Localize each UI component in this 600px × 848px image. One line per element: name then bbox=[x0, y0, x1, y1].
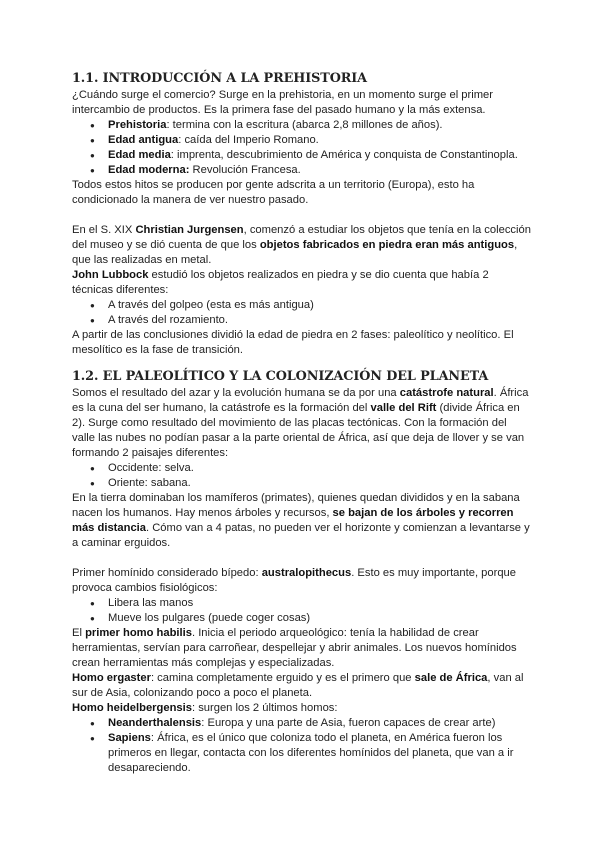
habilis-paragraph: El primer homo habilis. Inicia el periodo arqueológico: tenía la habilidad de crear herramientas, servían para carroñear, despellejar y abrir animales. Los nuevos homínidos crean herramientas más complejas y especializadas. bbox=[72, 627, 517, 669]
list-item: ● Libera las manos bbox=[108, 596, 532, 611]
list-item: ● Prehistoria: termina con la escritura (abarca 2,8 millones de años). bbox=[108, 118, 532, 133]
hitos-paragraph: Todos estos hitos se producen por gente adscrita a un territorio (Europa), esto ha condicionado la manera de ver nuestro pasado. bbox=[72, 179, 475, 206]
section-title-paleolitico: 1.2. EL PALEOLÍTICO Y LA COLONIZACIÓN DEL PLANETA bbox=[72, 369, 489, 384]
list-item: ● Sapiens: África, es el único que coloniza todo el planeta, en América fueron los primeros en llegar, contacta con los diferentes homínidos del planeta, que van a ir desapareciendo. bbox=[108, 731, 532, 776]
list-item: ● Edad moderna: Revolución Francesa. bbox=[108, 163, 532, 178]
list-item: ● Mueve los pulgares (puede coger cosas) bbox=[108, 611, 532, 626]
heidelbergensis-paragraph: Homo heidelbergensis: surgen los 2 últimos homos: bbox=[72, 702, 338, 714]
list-item: ● A través del rozamiento. bbox=[108, 313, 532, 328]
ages-list bbox=[72, 118, 532, 178]
document-page bbox=[72, 70, 532, 776]
list-item: ● Oriente: sabana. bbox=[108, 476, 532, 491]
list-item: ● Edad antigua: caída del Imperio Romano. bbox=[108, 133, 532, 148]
azar-paragraph: Somos el resultado del azar y la evolución humana se da por una catástrofe natural. África es la cuna del ser humano, la catástrofe es la formación del valle del Rift (divide África en 2). Surge como resultado del movimiento de las placas tectónicas. Con la formación del valle las nubes no podían pasar a la parte oriental de África, así que deja de llover y se van formando 2 paisajes diferentes: bbox=[72, 387, 529, 459]
australopithecus-paragraph: Primer homínido considerado bípedo: australopithecus. Esto es muy importante, porque provoca cambios fisiológicos: bbox=[72, 567, 517, 594]
fases-paragraph: A partir de las conclusiones dividió la edad de piedra en 2 fases: paleolítico y neolítico. El mesolítico es la fase de transición. bbox=[72, 329, 514, 356]
techniques-list bbox=[72, 298, 532, 328]
paisajes-list bbox=[72, 461, 532, 491]
cambios-list bbox=[72, 596, 532, 626]
jurgensen-paragraph: En el S. XIX Christian Jurgensen, comenzó a estudiar los objetos que tenía en la colección del museo y se dió cuenta de que los objetos fabricados en piedra eran más antiguos, que las realizadas en metal. bbox=[72, 224, 531, 266]
list-item: ● Neanderthalensis: Europa y una parte de Asia, fueron capaces de crear arte) bbox=[108, 716, 532, 731]
list-item: ● Edad media: imprenta, descubrimiento de América y conquista de Constantinopla. bbox=[108, 148, 532, 163]
mamiferos-paragraph: En la tierra dominaban los mamíferos (primates), quienes quedan divididos y en la sabana nacen los humanos. Hay menos árboles y recursos, se bajan de los árboles y recorren más distancia. Cómo van a 4 patas, no pueden ver el horizonte y comienzan a levantarse y a caminar erguidos. bbox=[72, 492, 530, 549]
homos-list bbox=[72, 716, 532, 776]
section-title-introduccion: 1.1. INTRODUCCIÓN A LA PREHISTORIA bbox=[72, 71, 367, 86]
list-item: ● A través del golpeo (esta es más antigua) bbox=[108, 298, 532, 313]
list-item: ● Occidente: selva. bbox=[108, 461, 532, 476]
ergaster-paragraph: Homo ergaster: camina completamente erguido y es el primero que sale de África, van al sur de Asia, colonizando poco a poco el planeta. bbox=[72, 672, 524, 699]
lubbock-paragraph: John Lubbock estudió los objetos realizados en piedra y se dio cuenta que había 2 técnicas diferentes: bbox=[72, 269, 489, 296]
intro-paragraph: ¿Cuándo surge el comercio? Surge en la prehistoria, en un momento surge el primer intercambio de productos. Es la primera fase del pasado humano y la más extensa. bbox=[72, 89, 493, 116]
